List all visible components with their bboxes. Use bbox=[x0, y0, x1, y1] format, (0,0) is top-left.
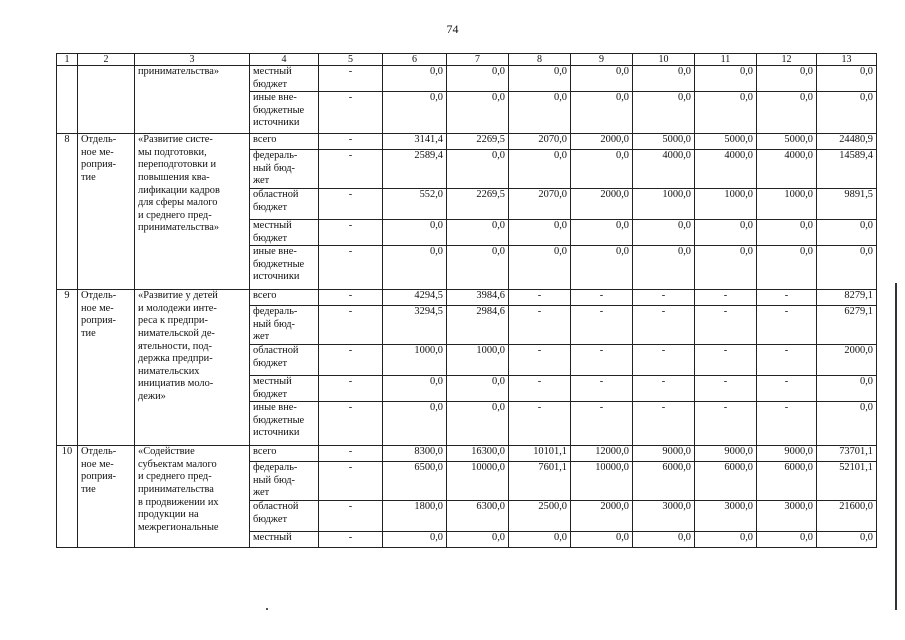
value-col-5: - bbox=[319, 246, 383, 290]
value-col-12: - bbox=[757, 306, 817, 345]
value-col-7: 0,0 bbox=[447, 246, 509, 290]
value-col-6: 0,0 bbox=[383, 531, 447, 547]
value-col-10: 0,0 bbox=[633, 531, 695, 547]
value-col-9: - bbox=[571, 344, 633, 375]
value-col-13: 9891,5 bbox=[817, 188, 877, 219]
value-col-5: - bbox=[319, 188, 383, 219]
value-col-6: 0,0 bbox=[383, 375, 447, 401]
scan-margin-line bbox=[895, 283, 897, 610]
value-col-12: - bbox=[757, 344, 817, 375]
funding-source: федераль- ный бюд- жет bbox=[250, 462, 319, 501]
value-col-9: - bbox=[571, 306, 633, 345]
value-col-11: - bbox=[695, 375, 757, 401]
value-col-6: 0,0 bbox=[383, 92, 447, 134]
value-col-8: - bbox=[509, 306, 571, 345]
value-col-6: 4294,5 bbox=[383, 290, 447, 306]
value-col-8: 7601,1 bbox=[509, 462, 571, 501]
table-row bbox=[57, 446, 877, 462]
value-col-12: - bbox=[757, 402, 817, 446]
funding-source: всего bbox=[250, 290, 319, 306]
value-col-11: 0,0 bbox=[695, 246, 757, 290]
header-cell-13: 13 bbox=[817, 54, 877, 66]
value-col-11: - bbox=[695, 402, 757, 446]
value-col-7: 3984,6 bbox=[447, 290, 509, 306]
value-col-5: - bbox=[319, 66, 383, 92]
value-col-9: 2000,0 bbox=[571, 500, 633, 531]
measure-title: «Развитие систе- мы подготовки, переподготовки и повышения ква- лификации кадров для сферы малого и среднего пред- принимательства» bbox=[135, 134, 250, 290]
measure-type: Отдель- ное ме- роприя- тие bbox=[78, 446, 135, 548]
value-col-7: 6300,0 bbox=[447, 500, 509, 531]
value-col-10: 0,0 bbox=[633, 92, 695, 134]
value-col-7: 1000,0 bbox=[447, 344, 509, 375]
value-col-10: - bbox=[633, 306, 695, 345]
measure-title: «Развитие у детей и молодежи инте- реса к предпри- нимательской де- ятельности, под- держка предпри- нимательских инициатив моло- дежи» bbox=[135, 290, 250, 446]
value-col-8: 0,0 bbox=[509, 531, 571, 547]
value-col-5: - bbox=[319, 531, 383, 547]
value-col-8: - bbox=[509, 290, 571, 306]
value-col-7: 0,0 bbox=[447, 219, 509, 245]
value-col-8: - bbox=[509, 402, 571, 446]
value-col-10: 4000,0 bbox=[633, 150, 695, 189]
value-col-13: 0,0 bbox=[817, 66, 877, 92]
value-col-10: - bbox=[633, 290, 695, 306]
value-col-5: - bbox=[319, 219, 383, 245]
table-row bbox=[57, 290, 877, 306]
value-col-6: 2589,4 bbox=[383, 150, 447, 189]
measure-number: 9 bbox=[57, 290, 78, 446]
value-col-12: 0,0 bbox=[757, 66, 817, 92]
value-col-9: 0,0 bbox=[571, 66, 633, 92]
value-col-5: - bbox=[319, 500, 383, 531]
value-col-9: 2000,0 bbox=[571, 134, 633, 150]
value-col-11: 0,0 bbox=[695, 92, 757, 134]
measure-number: 8 bbox=[57, 134, 78, 290]
funding-source: федераль- ный бюд- жет bbox=[250, 306, 319, 345]
value-col-10: 0,0 bbox=[633, 66, 695, 92]
value-col-7: 2984,6 bbox=[447, 306, 509, 345]
value-col-12: 0,0 bbox=[757, 92, 817, 134]
value-col-11: - bbox=[695, 344, 757, 375]
value-col-8: 0,0 bbox=[509, 66, 571, 92]
value-col-7: 0,0 bbox=[447, 375, 509, 401]
header-cell-5: 5 bbox=[319, 54, 383, 66]
value-col-6: 3294,5 bbox=[383, 306, 447, 345]
funding-source: иные вне- бюджетные источники bbox=[250, 246, 319, 290]
value-col-6: 3141,4 bbox=[383, 134, 447, 150]
funding-source: всего bbox=[250, 134, 319, 150]
value-col-10: - bbox=[633, 402, 695, 446]
table-row bbox=[57, 66, 877, 92]
value-col-11: 9000,0 bbox=[695, 446, 757, 462]
value-col-13: 0,0 bbox=[817, 246, 877, 290]
value-col-10: 0,0 bbox=[633, 246, 695, 290]
value-col-11: 0,0 bbox=[695, 66, 757, 92]
value-col-12: 0,0 bbox=[757, 246, 817, 290]
value-col-12: - bbox=[757, 290, 817, 306]
value-col-10: 0,0 bbox=[633, 219, 695, 245]
measure-type: Отдель- ное ме- роприя- тие bbox=[78, 134, 135, 290]
value-col-8: 2500,0 bbox=[509, 500, 571, 531]
funding-source: всего bbox=[250, 446, 319, 462]
value-col-5: - bbox=[319, 375, 383, 401]
header-cell-10: 10 bbox=[633, 54, 695, 66]
value-col-5: - bbox=[319, 150, 383, 189]
value-col-13: 14589,4 bbox=[817, 150, 877, 189]
value-col-11: 4000,0 bbox=[695, 150, 757, 189]
value-col-7: 10000,0 bbox=[447, 462, 509, 501]
measure-title: принимательства» bbox=[135, 66, 250, 134]
funding-source: федераль- ный бюд- жет bbox=[250, 150, 319, 189]
value-col-7: 2269,5 bbox=[447, 134, 509, 150]
measure-title: «Содействие субъектам малого и среднего пред- принимательства в продвижении их продукции на межрегиональные bbox=[135, 446, 250, 548]
value-col-11: 0,0 bbox=[695, 219, 757, 245]
value-col-7: 2269,5 bbox=[447, 188, 509, 219]
header-cell-8: 8 bbox=[509, 54, 571, 66]
value-col-11: - bbox=[695, 290, 757, 306]
header-cell-11: 11 bbox=[695, 54, 757, 66]
value-col-7: 0,0 bbox=[447, 402, 509, 446]
value-col-5: - bbox=[319, 344, 383, 375]
funding-source: местный бюджет bbox=[250, 219, 319, 245]
value-col-8: 2070,0 bbox=[509, 188, 571, 219]
value-col-12: 1000,0 bbox=[757, 188, 817, 219]
budget-table bbox=[56, 53, 877, 548]
header-row bbox=[57, 54, 877, 66]
value-col-10: 9000,0 bbox=[633, 446, 695, 462]
measure-type: Отдель- ное ме- роприя- тие bbox=[78, 290, 135, 446]
value-col-13: 0,0 bbox=[817, 402, 877, 446]
value-col-8: 0,0 bbox=[509, 92, 571, 134]
value-col-9: 0,0 bbox=[571, 246, 633, 290]
funding-source: областной бюджет bbox=[250, 500, 319, 531]
value-col-8: 10101,1 bbox=[509, 446, 571, 462]
value-col-13: 0,0 bbox=[817, 219, 877, 245]
value-col-11: 0,0 bbox=[695, 531, 757, 547]
value-col-10: - bbox=[633, 375, 695, 401]
value-col-6: 6500,0 bbox=[383, 462, 447, 501]
value-col-6: 1000,0 bbox=[383, 344, 447, 375]
value-col-11: 1000,0 bbox=[695, 188, 757, 219]
value-col-11: 6000,0 bbox=[695, 462, 757, 501]
value-col-10: 6000,0 bbox=[633, 462, 695, 501]
value-col-7: 0,0 bbox=[447, 92, 509, 134]
value-col-9: 2000,0 bbox=[571, 188, 633, 219]
value-col-7: 0,0 bbox=[447, 66, 509, 92]
value-col-6: 0,0 bbox=[383, 246, 447, 290]
value-col-13: 8279,1 bbox=[817, 290, 877, 306]
value-col-9: 0,0 bbox=[571, 531, 633, 547]
measure-type bbox=[78, 66, 135, 134]
value-col-8: 0,0 bbox=[509, 150, 571, 189]
value-col-10: 3000,0 bbox=[633, 500, 695, 531]
value-col-5: - bbox=[319, 290, 383, 306]
value-col-9: 0,0 bbox=[571, 219, 633, 245]
value-col-7: 0,0 bbox=[447, 531, 509, 547]
header-cell-2: 2 bbox=[78, 54, 135, 66]
value-col-13: 21600,0 bbox=[817, 500, 877, 531]
scan-speck bbox=[266, 608, 268, 610]
value-col-12: 6000,0 bbox=[757, 462, 817, 501]
value-col-9: - bbox=[571, 402, 633, 446]
value-col-7: 0,0 bbox=[447, 150, 509, 189]
header-cell-1: 1 bbox=[57, 54, 78, 66]
header-cell-3: 3 bbox=[135, 54, 250, 66]
value-col-13: 2000,0 bbox=[817, 344, 877, 375]
value-col-13: 6279,1 bbox=[817, 306, 877, 345]
table-row bbox=[57, 134, 877, 150]
value-col-7: 16300,0 bbox=[447, 446, 509, 462]
value-col-6: 0,0 bbox=[383, 402, 447, 446]
value-col-5: - bbox=[319, 306, 383, 345]
value-col-12: 9000,0 bbox=[757, 446, 817, 462]
value-col-8: 0,0 bbox=[509, 219, 571, 245]
value-col-13: 52101,1 bbox=[817, 462, 877, 501]
value-col-12: 0,0 bbox=[757, 531, 817, 547]
funding-source: иные вне- бюджетные источники bbox=[250, 402, 319, 446]
value-col-9: 10000,0 bbox=[571, 462, 633, 501]
value-col-9: 0,0 bbox=[571, 92, 633, 134]
value-col-13: 0,0 bbox=[817, 375, 877, 401]
value-col-13: 24480,9 bbox=[817, 134, 877, 150]
header-cell-12: 12 bbox=[757, 54, 817, 66]
value-col-6: 8300,0 bbox=[383, 446, 447, 462]
value-col-8: - bbox=[509, 344, 571, 375]
funding-source: иные вне- бюджетные источники bbox=[250, 92, 319, 134]
header-cell-7: 7 bbox=[447, 54, 509, 66]
value-col-5: - bbox=[319, 92, 383, 134]
value-col-10: 1000,0 bbox=[633, 188, 695, 219]
value-col-5: - bbox=[319, 446, 383, 462]
value-col-9: 12000,0 bbox=[571, 446, 633, 462]
value-col-9: 0,0 bbox=[571, 150, 633, 189]
header-cell-6: 6 bbox=[383, 54, 447, 66]
funding-source: местный бюджет bbox=[250, 375, 319, 401]
value-col-13: 0,0 bbox=[817, 92, 877, 134]
value-col-12: 3000,0 bbox=[757, 500, 817, 531]
value-col-6: 0,0 bbox=[383, 66, 447, 92]
measure-number bbox=[57, 66, 78, 134]
value-col-11: - bbox=[695, 306, 757, 345]
funding-source: местный бюджет bbox=[250, 66, 319, 92]
funding-source: областной бюджет bbox=[250, 344, 319, 375]
value-col-12: 5000,0 bbox=[757, 134, 817, 150]
funding-source: местный bbox=[250, 531, 319, 547]
value-col-9: - bbox=[571, 375, 633, 401]
page-number: 74 bbox=[446, 22, 459, 36]
value-col-8: 2070,0 bbox=[509, 134, 571, 150]
value-col-13: 73701,1 bbox=[817, 446, 877, 462]
value-col-10: - bbox=[633, 344, 695, 375]
header-cell-9: 9 bbox=[571, 54, 633, 66]
header-cell-4: 4 bbox=[250, 54, 319, 66]
value-col-5: - bbox=[319, 462, 383, 501]
value-col-10: 5000,0 bbox=[633, 134, 695, 150]
value-col-8: 0,0 bbox=[509, 246, 571, 290]
value-col-13: 0,0 bbox=[817, 531, 877, 547]
value-col-6: 552,0 bbox=[383, 188, 447, 219]
value-col-12: 4000,0 bbox=[757, 150, 817, 189]
measure-number: 10 bbox=[57, 446, 78, 548]
value-col-6: 1800,0 bbox=[383, 500, 447, 531]
value-col-11: 3000,0 bbox=[695, 500, 757, 531]
funding-source: областной бюджет bbox=[250, 188, 319, 219]
value-col-12: - bbox=[757, 375, 817, 401]
value-col-6: 0,0 bbox=[383, 219, 447, 245]
value-col-5: - bbox=[319, 134, 383, 150]
value-col-12: 0,0 bbox=[757, 219, 817, 245]
value-col-8: - bbox=[509, 375, 571, 401]
value-col-11: 5000,0 bbox=[695, 134, 757, 150]
value-col-5: - bbox=[319, 402, 383, 446]
value-col-9: - bbox=[571, 290, 633, 306]
